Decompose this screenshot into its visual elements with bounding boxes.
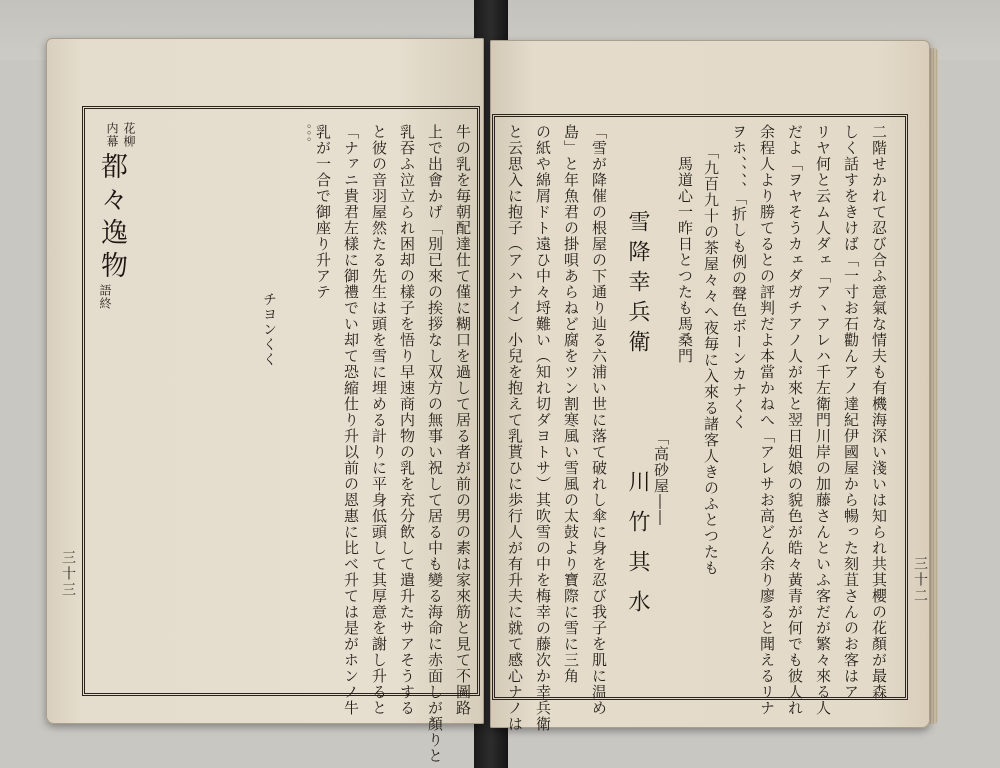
right-col-8: 馬道心一昨日とつたも馬桑門 xyxy=(676,156,694,364)
right-col-1: 二階せかれて忍び合ふ意氣な情夫も有機海深い淺いは知られ共其櫻の花顏が最森 xyxy=(870,124,888,700)
left-col-3: 乳吞ふ泣立られ困却の樣子を悟り早速商内物の乳を充分飲して遣升たサアそうする xyxy=(398,124,416,716)
left-col-7: 。。。 xyxy=(299,124,312,149)
right-col-13: と云思入に抱子（アハナイ）小兒を抱えて乳貰ひに歩行人が有升夫に就て感心ナノは xyxy=(506,124,524,732)
left-col-6: 乳が一合で御座り升アテ xyxy=(314,124,332,300)
closing-text: チヨンくく xyxy=(261,292,277,367)
story-title: 都々逸物 xyxy=(96,152,127,284)
left-col-1: 牛の乳を毎朝配達仕て僅に糊口を過して居る者が前の男の素は家來筋と見て不圖路 xyxy=(454,124,472,716)
right-col-7: 「九百九十の茶屋々々へ夜毎に入來る諸客人きのふとつたも xyxy=(702,144,720,576)
page-number-left: 三十三 xyxy=(60,550,76,598)
right-col-5: 余程人より勝てるとの評判だよ本當かねへ「アレサお高どん余り廖ると聞えるリナ xyxy=(758,124,776,716)
right-col-3: リヤ何と云ム人ダェ「アヽアレハ千左衛門川岸の加藤さんといふ客だが繁々來る人 xyxy=(814,124,832,716)
right-col-10: 「雪が降催の根屋の下通り辿る六浦い世に落て破れし傘に身を忍び我子を肌に温め xyxy=(590,124,608,716)
left-page-frame xyxy=(82,106,480,696)
left-col-4: と彼の音羽屋然たる先生は頭を雪に埋める計りに平身低頭して其厚意を謝し升ると xyxy=(370,124,388,716)
left-col-2: 上で出會かげ「別已來の挨拶なし双方の無事い祝して居る中も變る海命に赤面しが顏りと xyxy=(426,124,444,764)
right-col-9: 「高砂屋―― xyxy=(652,430,670,526)
header-small-1: 花柳 xyxy=(122,122,136,148)
left-col-5: 「ナァニ貴君左樣に御禮でい却て恐縮仕り升以前の恩惠に比べ升ては是がホンノ牛 xyxy=(342,124,360,716)
page-number-right: 三十二 xyxy=(912,556,928,604)
section-title: 雪降幸兵衛 xyxy=(625,210,650,360)
author-name: 川竹其水 xyxy=(625,470,650,630)
header-small-2: 内幕 xyxy=(105,122,119,148)
right-col-4: だよ「ヲヤそうカェダガチアノ人が來と翌日姐娘の貌色が皓々黃青が何でも彼人れ xyxy=(786,124,804,716)
right-col-11: 島」と年魚君の掛唄あらねど腐をツン割寒風い雪風の太鼓より寶際に雪に三角 xyxy=(562,124,580,684)
story-title-suffix: 語終 xyxy=(98,284,112,310)
right-col-2: しく話すをきけば「一寸お石勸んアノ達紀伊國屋から暢った刻苴さんのお客はア xyxy=(842,124,860,700)
right-col-6: ヲホ、、、、「折しも例の聲色ボーンカナくく xyxy=(730,124,748,430)
right-col-12: の紙や綿屑ドト遠ひ中々埒難い（知れ切ダヨトサ）其吹雪の中を梅幸の藤次か幸兵衛 xyxy=(534,124,552,732)
